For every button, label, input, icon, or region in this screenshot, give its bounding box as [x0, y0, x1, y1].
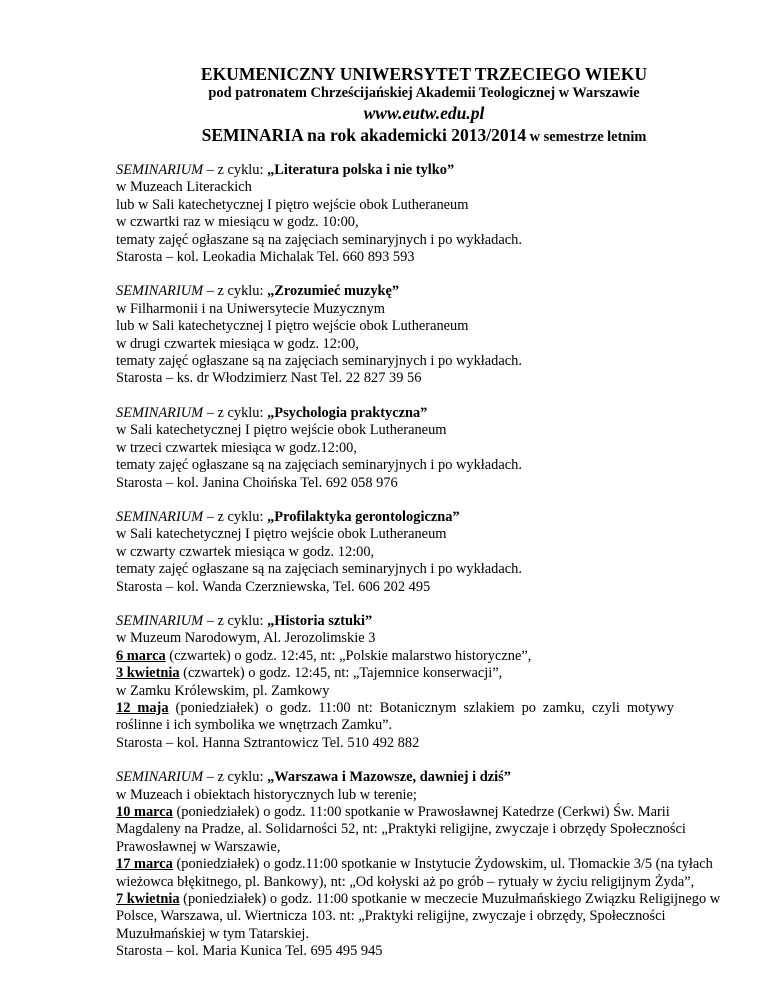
seminar-starosta: Starosta – ks. dr Włodzimierz Nast Tel. 22 827 39 56	[116, 370, 422, 387]
cycle-name: „Zrozumieć muzykę”	[267, 283, 400, 300]
event-text-continued: wieżowca błękitnego, pl. Bankowy), nt: „Od kołyski aż po grób – rytuały w życiu religijnym Żyda”,	[116, 873, 695, 890]
cycle-prefix: – z cyklu:	[203, 508, 268, 525]
seminar-gerontologia	[116, 509, 722, 596]
event-text-continued: roślinne i ich symbolika we wnętrzach Zamku”.	[116, 717, 393, 734]
seminar-word: SEMINARIUM	[116, 162, 204, 178]
patronage-line: pod patronatem Chrześcijańskiej Akademii Teologicznej w Warszawie	[208, 85, 640, 101]
seminar-word: SEMINARIUM	[116, 508, 204, 525]
seminar-heading	[116, 509, 722, 526]
seminar-word: SEMINARIUM	[116, 612, 204, 629]
cycle-prefix: – z cyklu:	[203, 612, 268, 629]
seminar-heading	[116, 769, 722, 786]
seminars-list	[116, 162, 722, 961]
seminar-literatura	[116, 162, 722, 266]
event-date: 17 marca	[116, 856, 173, 873]
seminar-starosta: Starosta – kol. Hanna Sztrantowicz Tel. 510 492 882	[116, 734, 420, 751]
cycle-name: „Profilaktyka gerontologiczna”	[267, 508, 460, 525]
event-date: 12 maja	[116, 699, 169, 716]
seminar-heading	[116, 283, 722, 300]
cycle-prefix: – z cyklu:	[203, 162, 268, 178]
event-date: 10 marca	[116, 804, 173, 820]
event-text-continued: Polsce, Warszawa, ul. Wiertnicza 103. nt: „Praktyki religijne, zwyczaje i obrzędy, Społeczności	[116, 908, 666, 925]
event-text: (poniedziałek) o godz. 11:00 spotkanie w Prawosławnej Katedrze (Cerkwi) Św. Marii	[172, 804, 670, 820]
event-line	[116, 856, 722, 873]
cycle-name: „Warszawa i Mazowsze, dawniej i dziś”	[267, 769, 511, 786]
event-line	[116, 648, 722, 665]
semester-note: w semestrze letnim	[526, 129, 647, 145]
event-text-continued: Muzułmańskiej w tym Tatarskiej.	[116, 925, 309, 942]
event-date: 7 kwietnia	[116, 891, 180, 908]
seminar-heading	[116, 405, 722, 422]
event-date: 3 kwietnia	[116, 665, 180, 682]
seminar-line: w czwartki raz w miesiącu w godz. 10:00,	[116, 214, 359, 231]
seminar-warszawa-mazowsze	[116, 769, 722, 960]
seminar-line: lub w Sali katechetycznej I piętro wejście obok Lutheraneum	[116, 196, 469, 213]
event-text: (czwartek) o godz. 12:45, nt: „Polskie malarstwo historyczne”,	[165, 647, 532, 664]
event-text: (poniedziałek) o godz. 11:00 spotkanie w meczecie Muzułmańskiego Związku Religijnego w	[179, 891, 721, 908]
seminar-line: w drugi czwartek miesiąca w godz. 12:00,	[116, 335, 359, 352]
seminar-word: SEMINARIUM	[116, 769, 204, 786]
seminar-line: w Muzeach i obiektach historycznych lub w terenie;	[116, 786, 417, 803]
cycle-name: „Historia sztuki”	[267, 612, 373, 629]
seminar-line: w Sali katechetycznej I piętro wejście obok Lutheraneum	[116, 526, 447, 543]
seminar-line: w Sali katechetycznej I piętro wejście obok Lutheraneum	[116, 422, 447, 439]
cycle-prefix: – z cyklu:	[203, 769, 268, 786]
seminar-line: w Muzeum Narodowym, Al. Jerozolimskie 3	[116, 630, 376, 647]
seminar-historia-sztuki	[116, 613, 722, 752]
seminar-line: w Muzeach Literackich	[116, 179, 252, 196]
seminar-word: SEMINARIUM	[116, 283, 204, 300]
seminars-title	[116, 124, 732, 148]
website-link: www.eutw.edu.pl	[363, 103, 485, 123]
seminar-line: tematy zajęć ogłaszane są na zajęciach seminaryjnych i po wykładach.	[116, 231, 522, 248]
seminar-psychologia	[116, 405, 722, 492]
seminar-line: w trzeci czwartek miesiąca w godz.12:00,	[116, 439, 357, 456]
seminar-starosta: Starosta – kol. Maria Kunica Tel. 695 495 945	[116, 943, 383, 960]
seminar-line: tematy zajęć ogłaszane są na zajęciach seminaryjnych i po wykładach.	[116, 561, 522, 578]
event-text-continued: Prawosławnej w Warszawie,	[116, 838, 281, 855]
event-text-continued: Magdaleny na Pradze, al. Solidarności 52, nt: „Praktyki religijne, zwyczaje i obrzędy Społeczności	[116, 821, 686, 838]
seminar-starosta: Starosta – kol. Leokadia Michalak Tel. 660 893 593	[116, 249, 415, 266]
university-title: EKUMENICZNY UNIWERSYTET TRZECIEGO WIEKU	[200, 64, 648, 84]
document-header	[116, 64, 732, 148]
event-line	[116, 665, 722, 682]
seminar-heading	[116, 162, 722, 179]
seminar-muzyka	[116, 283, 722, 387]
event-text: (poniedziałek) o godz.11:00 spotkanie w Instytucie Żydowskim, ul. Tłomackie 3/5 (na tyłach	[172, 856, 713, 873]
seminar-line: tematy zajęć ogłaszane są na zajęciach seminaryjnych i po wykładach.	[116, 457, 522, 474]
event-text: (czwartek) o godz. 12:45, nt: „Tajemnice konserwacji”,	[179, 665, 503, 682]
cycle-name: „Literatura polska i nie tylko”	[267, 162, 455, 178]
seminar-starosta: Starosta – kol. Wanda Czerzniewska, Tel. 606 202 495	[116, 578, 431, 595]
seminar-line: tematy zajęć ogłaszane są na zajęciach seminaryjnych i po wykładach.	[116, 353, 522, 370]
seminar-line: w Filharmonii i na Uniwersytecie Muzycznym	[116, 300, 385, 317]
seminar-heading	[116, 613, 722, 630]
event-date: 6 marca	[116, 647, 166, 664]
seminar-word: SEMINARIUM	[116, 404, 204, 421]
seminar-starosta: Starosta – kol. Janina Choińska Tel. 692 058 976	[116, 474, 398, 491]
seminar-line: lub w Sali katechetycznej I piętro wejście obok Lutheraneum	[116, 318, 469, 335]
seminar-line: w czwarty czwartek miesiąca w godz. 12:00,	[116, 543, 375, 560]
cycle-name: „Psychologia praktyczna”	[267, 404, 428, 421]
seminars-title-main: SEMINARIA na rok akademicki 2013/2014	[201, 125, 527, 145]
cycle-prefix: – z cyklu:	[203, 283, 268, 300]
event-line	[116, 804, 722, 821]
event-line	[116, 891, 722, 908]
event-text: (poniedziałek) o godz. 11:00 nt: Botanicznym szlakiem po zamku, czyli motywy	[168, 699, 674, 716]
event-line	[116, 700, 674, 717]
cycle-prefix: – z cyklu:	[203, 404, 268, 421]
seminar-line: w Zamku Królewskim, pl. Zamkowy	[116, 682, 330, 699]
